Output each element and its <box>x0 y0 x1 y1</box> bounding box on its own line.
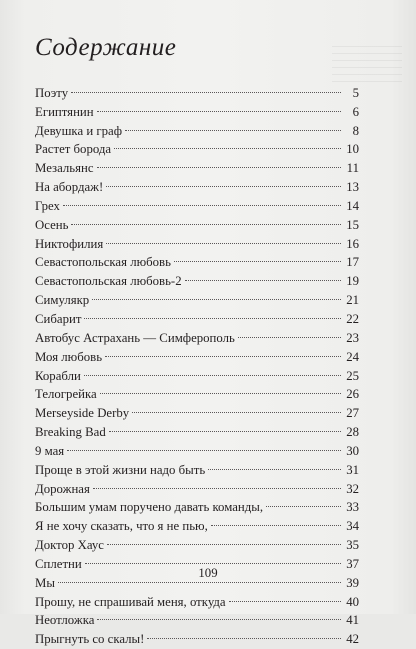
toc-entry-title: Никтофилия <box>35 236 104 251</box>
toc-entry-page: 28 <box>346 425 359 440</box>
toc-entry-page: 23 <box>346 330 359 345</box>
toc-entry <box>35 229 359 251</box>
dot-leader <box>106 172 341 191</box>
toc-entry-title: Breaking Bad <box>35 425 106 440</box>
toc-entry-title: Моя любовь <box>35 349 103 364</box>
dot-leader <box>174 248 341 267</box>
dot-leader <box>84 361 341 380</box>
toc-entry-page: 17 <box>346 255 359 270</box>
toc-entry-page: 32 <box>346 481 359 496</box>
toc-entry-title: Мезальянс <box>35 161 94 176</box>
toc-entry-title: Доктор Хаус <box>35 538 104 553</box>
toc-entry-title: Проще в этой жизни надо быть <box>35 462 206 477</box>
dot-leader <box>71 78 341 97</box>
toc-entry-page: 14 <box>346 198 359 213</box>
dot-leader <box>92 285 341 304</box>
toc-entry-page: 40 <box>346 594 359 609</box>
dot-leader <box>107 530 341 549</box>
dot-leader <box>211 511 341 530</box>
toc-entry-title: Прошу, не спрашивай меня, откуда <box>35 594 226 609</box>
toc-entry-page: 10 <box>346 142 359 157</box>
toc-entry-title: Автобус Астрахань — Симферополь <box>35 330 235 345</box>
toc-entry-page: 13 <box>346 180 359 195</box>
toc-entry-page: 39 <box>346 575 359 590</box>
toc-entry-page: 30 <box>346 443 359 458</box>
dot-leader <box>132 398 341 417</box>
toc-entry-title: Симулякр <box>35 293 90 308</box>
dot-leader <box>208 455 341 474</box>
toc-entry-title: Грех <box>35 198 60 213</box>
toc-entry <box>35 191 359 213</box>
contents-heading: Содержание <box>35 34 177 61</box>
toc-entry <box>35 361 359 383</box>
toc-entry-title: Севастопольская любовь-2 <box>35 274 182 289</box>
dot-leader <box>105 342 341 361</box>
dot-leader <box>97 97 341 116</box>
toc-entry-title: Осень <box>35 217 69 232</box>
toc-entry-title: Поэту <box>35 85 69 100</box>
toc-entry-page: 24 <box>346 349 359 364</box>
toc-entry-title: Девушка и граф <box>35 123 122 138</box>
toc-entry <box>35 587 359 609</box>
toc-entry-page: 21 <box>346 293 359 308</box>
toc-entry-page: 27 <box>346 406 359 421</box>
table-of-contents <box>35 78 359 647</box>
toc-entry-title: Неотложка <box>35 613 95 628</box>
dot-leader <box>84 304 341 323</box>
toc-entry-page: 41 <box>346 613 359 628</box>
toc-entry-title: Дорожная <box>35 481 90 496</box>
dot-leader <box>238 323 341 342</box>
dot-leader <box>93 474 341 493</box>
toc-entry-page: 33 <box>346 500 359 515</box>
toc-entry-title: Египтянин <box>35 104 94 119</box>
page-number: 109 <box>198 566 218 580</box>
toc-entry-page: 8 <box>352 123 359 138</box>
dot-leader <box>266 493 341 512</box>
dot-leader <box>125 116 341 135</box>
dot-leader <box>109 417 341 436</box>
toc-entry-page: 37 <box>346 556 359 571</box>
toc-entry-title: Прыгнуть со скалы! <box>35 632 145 647</box>
dot-leader <box>97 153 341 172</box>
toc-entry <box>35 436 359 458</box>
toc-entry-page: 26 <box>346 387 359 402</box>
toc-entry-page: 15 <box>346 217 359 232</box>
toc-entry-title: На абордаж! <box>35 180 104 195</box>
toc-entry <box>35 455 359 477</box>
dot-leader <box>114 135 341 154</box>
dot-leader <box>71 210 341 229</box>
toc-entry-title: Телогрейка <box>35 387 97 402</box>
dot-leader <box>106 229 341 248</box>
toc-entry-page: 16 <box>346 236 359 251</box>
toc-entry-page: 31 <box>346 462 359 477</box>
toc-entry-title: Севастопольская любовь <box>35 255 171 270</box>
toc-entry-page: 19 <box>346 274 359 289</box>
toc-entry-title: Мы <box>35 575 55 590</box>
toc-entry <box>35 210 359 232</box>
toc-entry-page: 34 <box>346 519 359 534</box>
toc-entry-page: 6 <box>352 104 359 119</box>
dot-leader <box>63 191 341 210</box>
toc-entry <box>35 304 359 326</box>
toc-entry-title: 9 мая <box>35 443 65 458</box>
toc-entry-page: 42 <box>346 632 359 647</box>
toc-entry-title: Сибарит <box>35 311 82 326</box>
toc-entry-page: 25 <box>346 368 359 383</box>
dot-leader <box>185 266 341 285</box>
dot-leader <box>67 436 341 455</box>
toc-entry-title: Корабли <box>35 368 81 383</box>
toc-entry-page: 5 <box>352 85 359 100</box>
dot-leader <box>97 606 341 625</box>
dot-leader <box>229 587 341 606</box>
toc-entry-title: Merseyside Derby <box>35 406 130 421</box>
toc-entry-title: Большим умам поручено давать команды, <box>35 500 264 515</box>
toc-entry-title: Я не хочу сказать, что я не пью, <box>35 519 208 534</box>
toc-entry-title: Растет борода <box>35 142 112 157</box>
dot-leader <box>147 624 341 643</box>
dot-leader <box>100 380 341 399</box>
toc-entry-page: 11 <box>346 161 359 176</box>
toc-entry <box>35 78 359 100</box>
toc-entry <box>35 97 359 119</box>
toc-entry-title: Сплетни <box>35 556 82 571</box>
toc-entry-page: 22 <box>346 311 359 326</box>
toc-entry-page: 35 <box>346 538 359 553</box>
